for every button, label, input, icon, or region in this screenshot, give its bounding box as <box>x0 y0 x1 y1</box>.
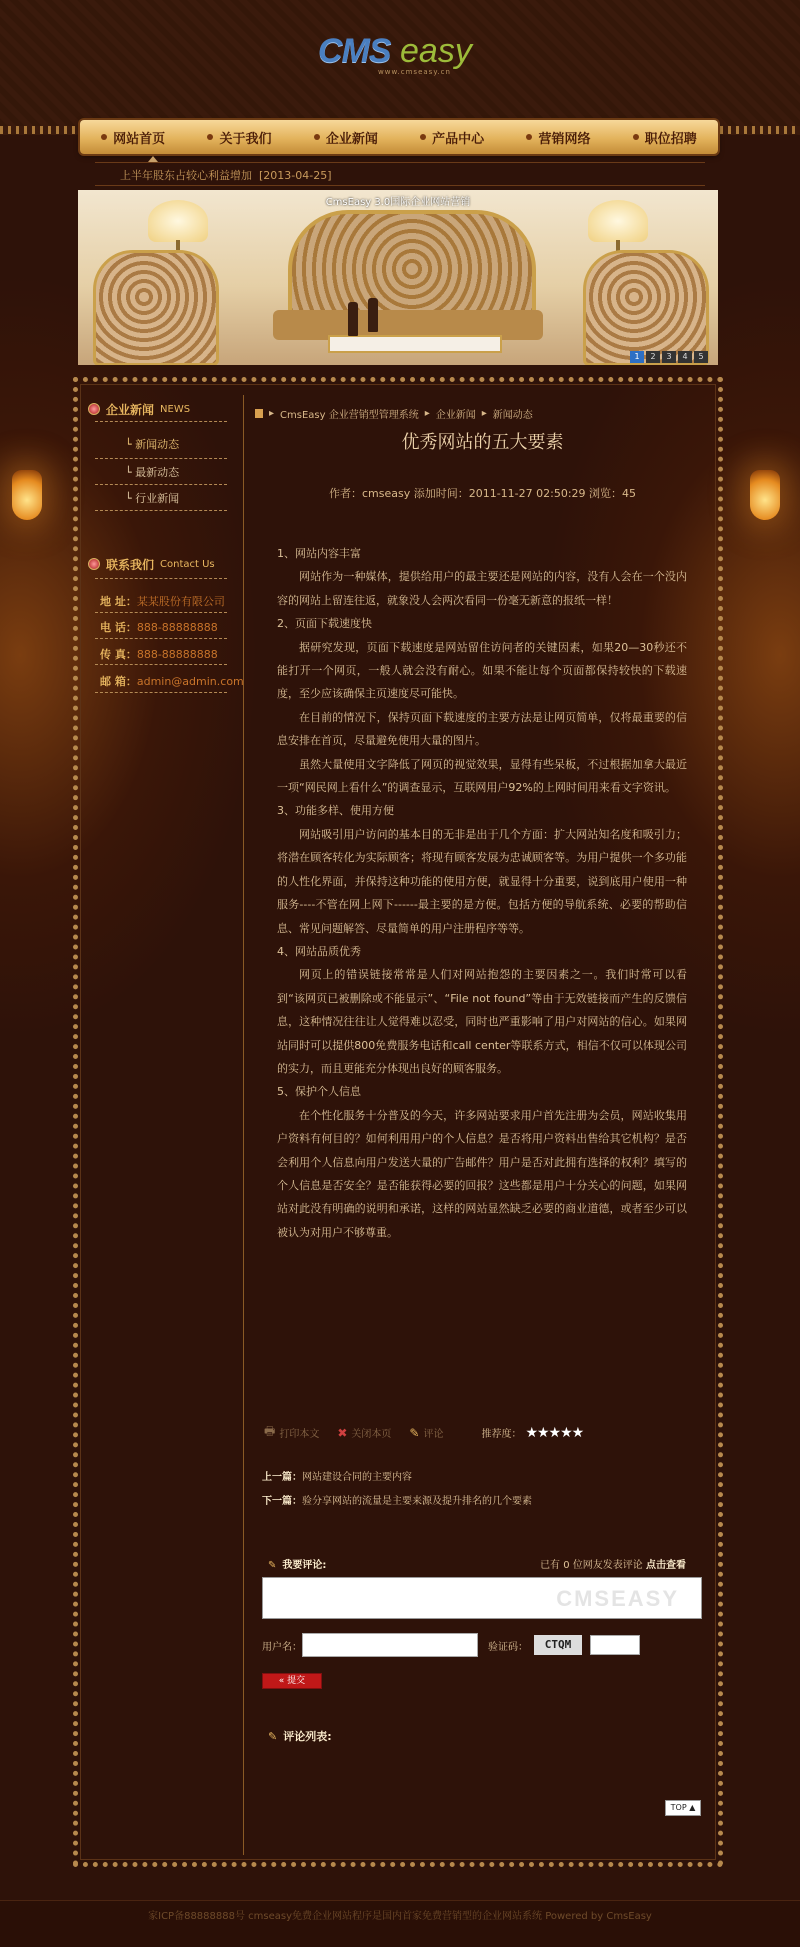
next-article-link[interactable] <box>262 1492 532 1507</box>
nav-item-news[interactable] <box>314 128 378 147</box>
armchair-image <box>93 250 219 365</box>
comment-count-suffix: 位网友发表评论 <box>572 1560 643 1571</box>
news-ticker-date: [2013-04-25] <box>259 169 332 182</box>
article-title: 优秀网站的五大要素 <box>401 432 564 453</box>
captcha-input[interactable] <box>590 1635 640 1655</box>
pager-dot[interactable]: 5 <box>694 351 708 363</box>
pencil-icon: ✎ <box>268 1560 277 1571</box>
sidebar-news-heading <box>88 398 228 420</box>
nav-item-jobs[interactable] <box>633 128 697 147</box>
article-heading: 2、页面下载速度快 <box>277 617 372 631</box>
footer-copyright: 家ICP备88888888号 cmseasy免费企业网站程序是国内首家免费营销型的企业网站系统 Powered by CmsEasy <box>148 1911 652 1922</box>
divider <box>95 664 227 665</box>
article-tools <box>264 1422 583 1443</box>
close-page-button[interactable] <box>337 1425 391 1440</box>
article-paragraph: 虽然大量使用文字降低了网页的视觉效果，显得有些呆板，不过根据加拿大最近一项“网民网上看什么”的调查显示，互联网用户92%的上网时间用来看文字资讯。 <box>277 757 687 795</box>
article-heading: 1、网站内容丰富 <box>277 547 361 560</box>
breadcrumb <box>255 406 533 421</box>
bullet-icon <box>314 134 320 140</box>
logo-tagline: www.cmseasy.cn <box>378 68 451 76</box>
captcha-label: 验证码： <box>488 1641 528 1653</box>
news-ticker <box>95 162 705 186</box>
breadcrumb-separator: ▸ <box>481 408 487 419</box>
next-title: 验分享网站的流量是主要来源及提升排名的几个要素 <box>302 1496 532 1507</box>
contact-label: 电 话： <box>100 621 137 634</box>
bullet-icon <box>633 134 639 140</box>
sidebar-item-label: 新闻动态 <box>135 438 180 451</box>
nav-label: 职位招聘 <box>644 131 697 147</box>
view-comments-link[interactable]: 点击查看 <box>646 1560 686 1571</box>
bottle-image <box>368 298 378 332</box>
breadcrumb-separator: ▸ <box>424 408 430 419</box>
bullet-icon <box>207 134 213 140</box>
close-icon: ✖ <box>337 1425 348 1440</box>
contact-email[interactable] <box>100 673 244 689</box>
username-input[interactable] <box>302 1633 478 1657</box>
armchair-image <box>583 250 709 365</box>
gem-icon <box>88 558 100 570</box>
username-label: 用户名： <box>262 1641 302 1653</box>
rating <box>481 1425 583 1441</box>
nav-label: 产品中心 <box>432 131 485 147</box>
contact-value: 888-88888888 <box>136 621 218 634</box>
article-paragraph: 在个性化服务十分普及的今天，许多网站要求用户首先注册为会员，网站收集用户资料有何目的？如何利用用户的个人信息？是否将用户资料出售给其它机构？是否会利用个人信息向用户发送大量的广告邮件？用户是否对此拥有选择的权利？填写的个人信息是否安全？是否能获得必要的回报？这些都是用户十分关心的问题，如果网站对此没有明确的说明和承诺，这样的网站显然缺乏必要的商业道德，或者至少可以被认为对用户不够尊重。 <box>277 1108 687 1239</box>
article-body <box>277 542 687 1244</box>
main-nav <box>80 120 718 154</box>
comment-count-prefix: 已有 <box>540 1560 561 1571</box>
bullet-icon <box>420 134 426 140</box>
article-heading: 3、功能多样、使用方便 <box>277 804 394 818</box>
divider <box>95 638 227 639</box>
banner-slideshow[interactable] <box>78 190 718 365</box>
sidebar-item-label: 最新动态 <box>135 466 180 479</box>
logo-easy-text: easy <box>400 32 472 70</box>
contact-phone <box>100 619 218 635</box>
rating-stars-icon: ★★★★★ <box>525 1424 584 1441</box>
textarea-watermark: CMSEASY <box>556 1586 679 1611</box>
next-label: 下一篇： <box>262 1496 302 1507</box>
divider <box>95 510 227 511</box>
comment-title-text: 我要评论: <box>282 1560 327 1571</box>
sidebar-item-latest[interactable]: └ 最新动态 <box>125 466 180 479</box>
sidebar-contact-title-en: Contact Us <box>160 558 215 570</box>
prev-article-link[interactable] <box>262 1468 412 1483</box>
submit-comment-button[interactable]: « 提交 <box>262 1673 322 1689</box>
home-icon[interactable] <box>255 409 263 418</box>
banner-caption: CmsEasy 3.0国际企业网站营销 <box>325 197 471 208</box>
article-paragraph: 网站吸引用户访问的基本目的无非是出于几个方面：扩大网站知名度和吸引力；将潜在顾客转化为实际顾客；将现有顾客发展为忠诚顾客等。为用户提供一个多功能的人性化界面，并保持这种功能的使用方便，就显得十分重要，说到底用户使用一种服务----不管在网上网下------最主要的是方便。包括方便的导航系统、必要的帮助信息、常见问题解答、尽量简单的用户注册程序等等。 <box>277 827 687 935</box>
divider <box>95 612 227 613</box>
article-paragraph: 网页上的错误链接常常是人们对网站抱怨的主要因素之一。我们时常可以看到“该网页已被删除或不能显示”、“File not found”等由于无效链接而产生的反馈信息，这种情况往往让人觉得难以忍受，同时也严重影响了用户对网站的信心。如果网站同时可以提供800免费服务电话和call center等联系方式，相信不仅可以体现公司的实力，而且更能充分体现出良好的顾客服务。 <box>277 968 687 1075</box>
nav-item-products[interactable] <box>420 128 484 147</box>
contact-address <box>100 593 225 609</box>
divider <box>95 578 227 579</box>
column-divider <box>243 395 244 1855</box>
sidebar-item-news-updates[interactable]: └ 新闻动态 <box>125 438 180 451</box>
contact-label: 地 址： <box>100 595 137 608</box>
contact-value: admin@admin.com <box>136 675 244 688</box>
sidebar-contact-heading <box>88 553 228 575</box>
article-paragraph: 据研究发现，页面下载速度是网站留住访问者的关键因素，如果20—30秒还不能打开一个网页，一般人就会没有耐心。如果不能让每个页面都保持较快的下载速度，至少应该确保主页速度尽可能快。 <box>277 640 687 701</box>
contact-value: 888-88888888 <box>136 648 218 661</box>
comment-count <box>540 1556 686 1571</box>
article-heading: 4、网站品质优秀 <box>277 944 361 958</box>
comment-textarea[interactable] <box>262 1577 702 1619</box>
bullet-icon <box>101 134 107 140</box>
nav-item-about[interactable] <box>207 128 271 147</box>
nav-label: 关于我们 <box>219 131 272 147</box>
captcha-image[interactable]: CTQM <box>534 1635 582 1655</box>
sidebar-contact-title: 联系我们 <box>106 557 155 572</box>
gem-icon <box>88 403 100 415</box>
comment-list-label: 评论列表: <box>283 1730 332 1743</box>
prev-title: 网站建设合同的主要内容 <box>302 1472 412 1483</box>
contact-label: 邮 箱： <box>100 675 137 688</box>
nav-label: 营销网络 <box>538 131 591 147</box>
news-ticker-item[interactable] <box>120 167 332 183</box>
wall-lamp-icon <box>12 470 42 520</box>
contact-label: 传 真： <box>100 648 137 661</box>
bottle-image <box>348 302 358 336</box>
breadcrumb-item[interactable]: CmsEasy 企业营销型管理系统 <box>280 410 419 421</box>
back-to-top-button[interactable]: TOP ▲ <box>665 1800 701 1816</box>
news-ticker-title: 上半年股东占较心利益增加 <box>120 169 252 182</box>
article-heading: 5、保护个人信息 <box>277 1085 361 1099</box>
comment-count-value: 0 <box>563 1560 570 1571</box>
comment-list-title <box>268 1728 332 1744</box>
divider <box>95 421 227 422</box>
comment-button[interactable] <box>409 1425 443 1440</box>
comment-label: 评论 <box>423 1429 444 1440</box>
divider <box>95 484 227 485</box>
pencil-icon: ✎ <box>268 1730 278 1743</box>
pager-dot[interactable]: 3 <box>662 351 676 363</box>
rating-label: 推荐度： <box>481 1429 522 1440</box>
logo-cms-text: CMS <box>318 32 391 70</box>
site-logo[interactable] <box>318 28 488 76</box>
sidebar-item-label: 行业新闻 <box>135 492 180 505</box>
contact-fax <box>100 646 218 662</box>
sidebar-news-title-en: NEWS <box>160 403 191 415</box>
contact-value: 某某股份有限公司 <box>136 595 225 608</box>
bullet-icon <box>526 134 532 140</box>
article-meta: 作者：cmseasy 添加时间：2011-11-27 02:50:29 浏览：45 <box>328 487 637 500</box>
print-button[interactable] <box>264 1422 319 1443</box>
nav-label: 网站首页 <box>113 131 166 147</box>
comment-title <box>268 1556 326 1571</box>
comment-form-row <box>262 1633 640 1657</box>
printer-icon: 🖶 <box>264 1424 276 1438</box>
breadcrumb-separator: ▸ <box>269 408 275 419</box>
prev-label: 上一篇： <box>262 1472 302 1483</box>
article-paragraph: 在目前的情况下，保持页面下载速度的主要方法是让网页简单，仅将最重要的信息安排在首页，尽量避免使用大量的图片。 <box>277 710 687 748</box>
sidebar-item-industry[interactable]: └ 行业新闻 <box>125 492 180 505</box>
nav-item-home[interactable] <box>101 128 165 147</box>
coffee-table-image <box>328 335 502 353</box>
article-paragraph: 网站作为一种媒体，提供给用户的最主要还是网站的内容，没有人会在一个没内容的网站上留连往返，就象没人会两次看同一份毫无新意的报纸一样！ <box>277 570 687 607</box>
nav-label: 企业新闻 <box>325 131 378 147</box>
print-label: 打印本文 <box>279 1429 320 1440</box>
pager-dot[interactable]: 4 <box>678 351 692 363</box>
pager-dot[interactable]: 1 <box>630 351 644 363</box>
wall-lamp-icon <box>750 470 780 520</box>
pager-dot[interactable]: 2 <box>646 351 660 363</box>
nav-item-network[interactable] <box>526 128 590 147</box>
comment-header <box>268 1556 686 1571</box>
submit-label: 提交 <box>287 1676 306 1686</box>
comment-icon: ✎ <box>409 1425 420 1440</box>
sidebar-news-title: 企业新闻 <box>106 402 155 417</box>
top-label: TOP <box>670 1803 687 1812</box>
breadcrumb-item[interactable]: 企业新闻 <box>435 410 476 421</box>
breadcrumb-item[interactable]: 新闻动态 <box>492 410 533 421</box>
banner-pager <box>630 351 708 363</box>
divider <box>95 692 227 693</box>
close-label: 关闭本页 <box>351 1429 392 1440</box>
divider <box>95 458 227 459</box>
